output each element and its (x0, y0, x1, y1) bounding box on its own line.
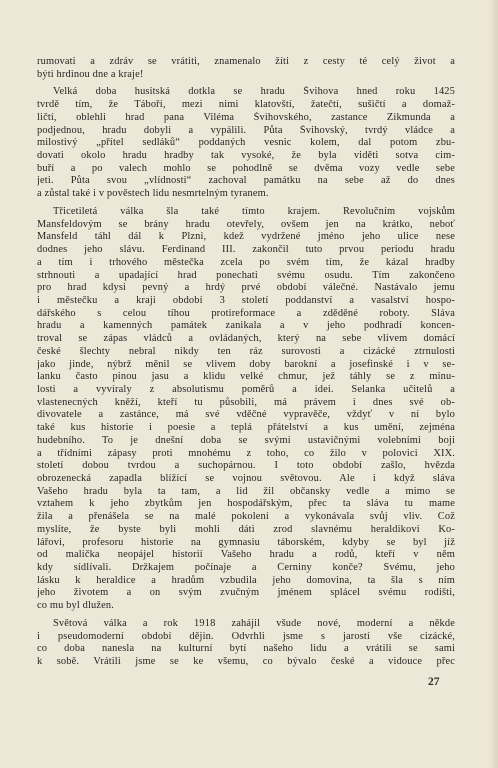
text-line: i městečku a kraji období 3 století poddanství a vasalství hospo- (37, 294, 455, 306)
text-line: býti hrdinou dne a kraje! (37, 68, 144, 80)
text-line: jako jinde, nýbrž měnil se vlivem doby barokní a josefinské i v se- (37, 358, 455, 370)
text-line: století dobou tvrdou a suchopárnou. I toto období zašlo, hvězda (37, 460, 455, 472)
text-line: troval se zápas vládců a ovládaných, který na sebe vlivem domácí (37, 333, 455, 345)
text-line: obrozenecká zapadla blížící se vojnou světovou. Ale i když sláva (37, 473, 455, 484)
text-line: milostivý „přítel sedláků“ poddaných vesnic kolem, dal potom zbu- (37, 137, 455, 149)
text-line: i pseudomoderní období dějin. Odvrhli jsme s jarostí vše cizácké, (37, 630, 455, 642)
paragraph (37, 618, 455, 669)
text-line: lanku často pinou jasu a klidu velké chmur, jež táhly se z minu- (37, 371, 455, 383)
text-line: Světová válka a rok 1918 zahájil všude nové, moderní a někde (53, 617, 455, 629)
text-line: losti a vyvíraly z absolutismu poměrů a idei. Selanka učitelů a (37, 383, 455, 395)
paragraph (37, 56, 455, 81)
text-line: buří a po valech mohlo se pohodlně se dvěma vozy vedle sebe (37, 162, 455, 174)
text-line: dovati okolo hradu hradby tak vysoké, že byla viděti sotva cim- (37, 150, 455, 162)
text-line: k sobě. Vrátili jsme se ke všemu, co bývalo české a vidouce přec (37, 656, 455, 668)
text-line: strhnouti a upadající hrad ponechati svému osudu. Tím zakončeno (37, 269, 455, 281)
text-line: kdy sídlívali. Držkajem počínaje a Černiny konče? Svému, jeho (37, 562, 455, 574)
text-line: od malička neopájel historií Vašeho hradu a rodů, kteří v něm (37, 549, 455, 561)
text-line: vztahem k jeho zbytkům jen hospodářským, přec ta sláva tu mame (37, 498, 455, 510)
text-line: hradu a kamenných památek zanikala a v jeho podhradí koncen- (37, 320, 455, 332)
page-text (37, 56, 455, 674)
text-line: Mansfeld táhl dál k Plzni, kdež vydržené jméno jeho ulice nese (37, 231, 455, 243)
text-line: a zůstal také i v pověstech lidu nesmrtelným tyranem. (37, 188, 269, 200)
text-line: vlastenecných kněží, kteří tu působili, má právem i dnes své ob- (37, 396, 455, 408)
text-line: co doba nanesla na kulturní bytí našeho lidu a vrátili se sami (37, 643, 455, 655)
text-line: lářovi, profesoru historie na gymnasiu táborském, kdyby se byl jíž (37, 536, 455, 548)
text-line: divovatele a zastánce, má své vděčné vypravěče, vždyť v ní bylo (37, 409, 455, 421)
text-line: podjednou, hradu dobyli a vypálili. Půta Švihovský, tvrdý vládce a (37, 124, 455, 136)
text-line: co mu byl dlužen. (37, 600, 114, 612)
text-line: a tím i trhového městečka zcela po svém tím, že kázal hradby (37, 256, 455, 268)
text-line: rumovati a zdráv se vrátiti, znamenalo žíti z cesty té celý život a (37, 56, 455, 67)
text-line: tvrdě tím, že Táboří, mezi nimi klatovští, žatečtí, sušičtí a domaž- (37, 99, 455, 111)
paragraph (37, 86, 455, 200)
text-line: dářského s celou tíhou protireformace a zděděné roboty. Sláva (37, 307, 455, 319)
text-line: dodnes jeho slávu. Ferdinand III. zakončil tuto prvou periodu hradu (37, 244, 455, 256)
text-line: hudebního. To je dnešní doba se svými ustavičnými volebními boji (37, 434, 455, 446)
text-line: Třicetiletá válka šla také tímto krajem. Revolučním vojskům (53, 205, 455, 217)
page-number: 27 (428, 676, 440, 688)
text-line: jeho životem a on svým zvučným jménem splácel svému rodišti, (37, 587, 455, 599)
text-line: a třídními zápasy proti mnohému z toho, co žilo v polovici XIX. (37, 447, 455, 459)
text-line: ličtí, oblehli hrad pana Viléma Švihovského, zastance Zikmunda a (37, 111, 455, 123)
text-line: Vašeho hradu byla ta tam, a lid žil občansky vedle a mimo se (37, 485, 455, 497)
text-line: také kus historie i poesie a teplá přátelství a kus umění, zejména (37, 422, 455, 434)
paragraph (37, 206, 455, 613)
text-line: české šlechty nebral nikdy ten ráz surovosti a cizácké ztrnulosti (37, 345, 455, 357)
text-line: žila a přenášela se na malé pokolení a vykonávala svůj vliv. Což (37, 511, 455, 523)
text-line: lásku k heraldice a hradům vzbudila jeho domovina, ta šla s ním (37, 574, 455, 586)
text-line: myslíte, že byste byli mohli dáti zrod slavnému heraldikovi Ko- (37, 523, 455, 535)
text-line: pro hrad kdysi pevný a hrdý prvé období válečné. Nastávalo jemu (37, 282, 455, 294)
text-line: Mansfeldovým se brány hradu otevřely, ovšem jen na krátko, neboť (37, 218, 455, 230)
text-line: jeti. Půta svou „vlídnosti“ zachoval památku na sebe až do dnes (37, 175, 455, 187)
text-line: Velká doba husitská dotkla se hradu Švihova hned roku 1425 (53, 86, 455, 98)
